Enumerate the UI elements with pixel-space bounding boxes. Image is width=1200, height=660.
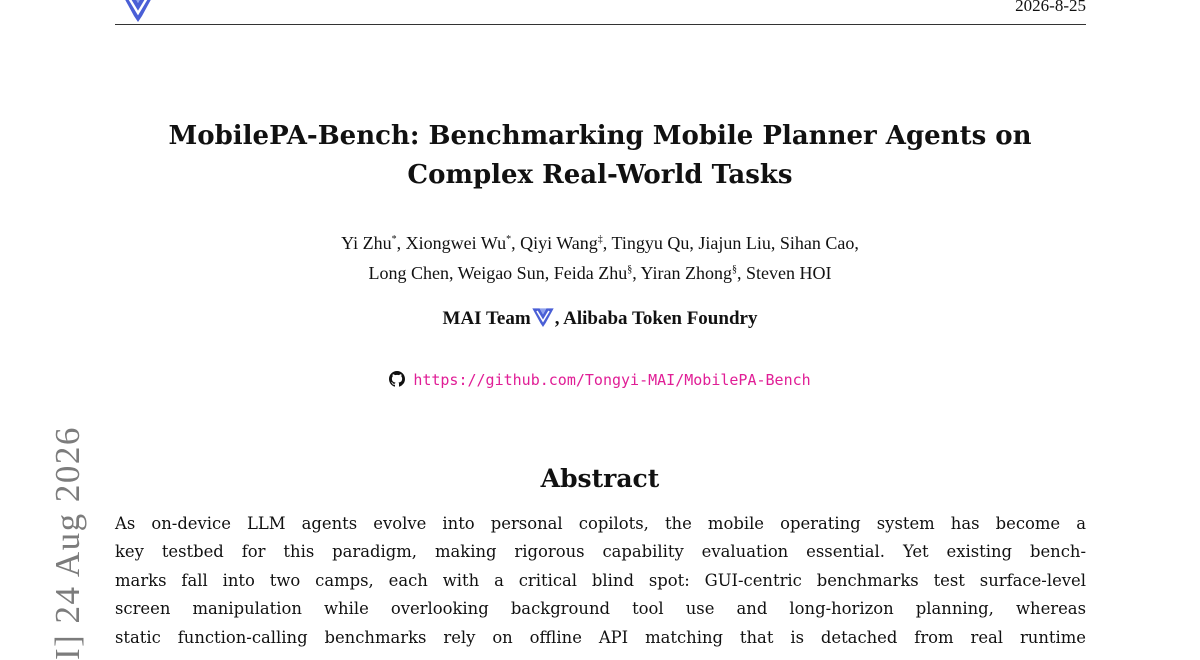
abstract-line: key testbed for this paradigm, making rigorous capability evaluation essential. Yet existing bench- — [115, 542, 1086, 562]
header-date: 2026-8-25 — [1015, 0, 1086, 15]
arxiv-side-stamp: I] 24 Aug 2026 — [48, 426, 87, 660]
author-line — [0, 258, 1200, 288]
author-name: Feida Zhu — [553, 263, 628, 283]
author-separator: , — [854, 233, 859, 253]
author-separator: , — [396, 233, 406, 253]
author-name: Yi Zhu — [341, 233, 392, 253]
abstract-heading: Abstract — [540, 464, 660, 493]
author-name: Yiran Zhong — [640, 263, 733, 283]
author-separator: , — [448, 263, 458, 283]
author-separator: , — [511, 233, 521, 253]
author-name: Weigao Sun — [457, 263, 545, 283]
author-name: Steven HOI — [746, 263, 832, 283]
author-separator: , — [689, 233, 699, 253]
author-separator: , — [544, 263, 554, 283]
author-separator: , — [632, 263, 641, 283]
page-header — [115, 0, 1086, 25]
abstract-text — [115, 510, 1086, 652]
abstract-line: marks fall into two camps, each with a critical blind spot: GUI-centric benchmarks test surface-level — [115, 570, 1086, 590]
title-line: Complex Real-World Tasks — [407, 160, 793, 190]
author-name: Qiyi Wang — [520, 233, 598, 253]
author-separator: , — [737, 263, 747, 283]
title-line: MobilePA-Bench: Benchmarking Mobile Planner Agents on — [168, 121, 1032, 151]
code-link-row — [0, 369, 1200, 391]
abstract-line: screen manipulation while overlooking background tool use and long-horizon planning, whereas — [115, 599, 1086, 619]
github-icon — [389, 371, 405, 387]
author-separator: , — [602, 233, 612, 253]
author-mark: § — [627, 264, 633, 275]
author-name: Xiongwei Wu — [405, 233, 507, 253]
author-name: Tingyu Qu — [611, 233, 690, 253]
abstract-line: static function-calling benchmarks rely on offline API matching that is detached from real runtime — [115, 627, 1086, 647]
author-mark: * — [391, 234, 397, 245]
team-name: MAI Team — [442, 308, 531, 329]
author-separator: , — [770, 233, 780, 253]
code-repo-link[interactable]: https://github.com/Tongyi-MAI/MobilePA-Bench — [413, 371, 811, 389]
author-line — [0, 228, 1200, 258]
author-name: Jiajun Liu — [698, 233, 771, 253]
paper-title — [0, 117, 1200, 195]
author-name: Long Chen — [368, 263, 449, 283]
author-name: Sihan Cao — [779, 233, 855, 253]
organization-name: , Alibaba Token Foundry — [554, 308, 758, 329]
mai-logo-icon — [120, 0, 156, 22]
affiliation — [0, 306, 1200, 332]
abstract-line: As on-device LLM agents evolve into personal copilots, the mobile operating system has become a — [115, 514, 1086, 533]
author-list — [0, 228, 1200, 288]
author-mark: * — [506, 234, 512, 245]
author-mark: ‡ — [597, 234, 603, 245]
author-mark: § — [732, 264, 738, 275]
mai-logo-icon — [531, 307, 555, 327]
